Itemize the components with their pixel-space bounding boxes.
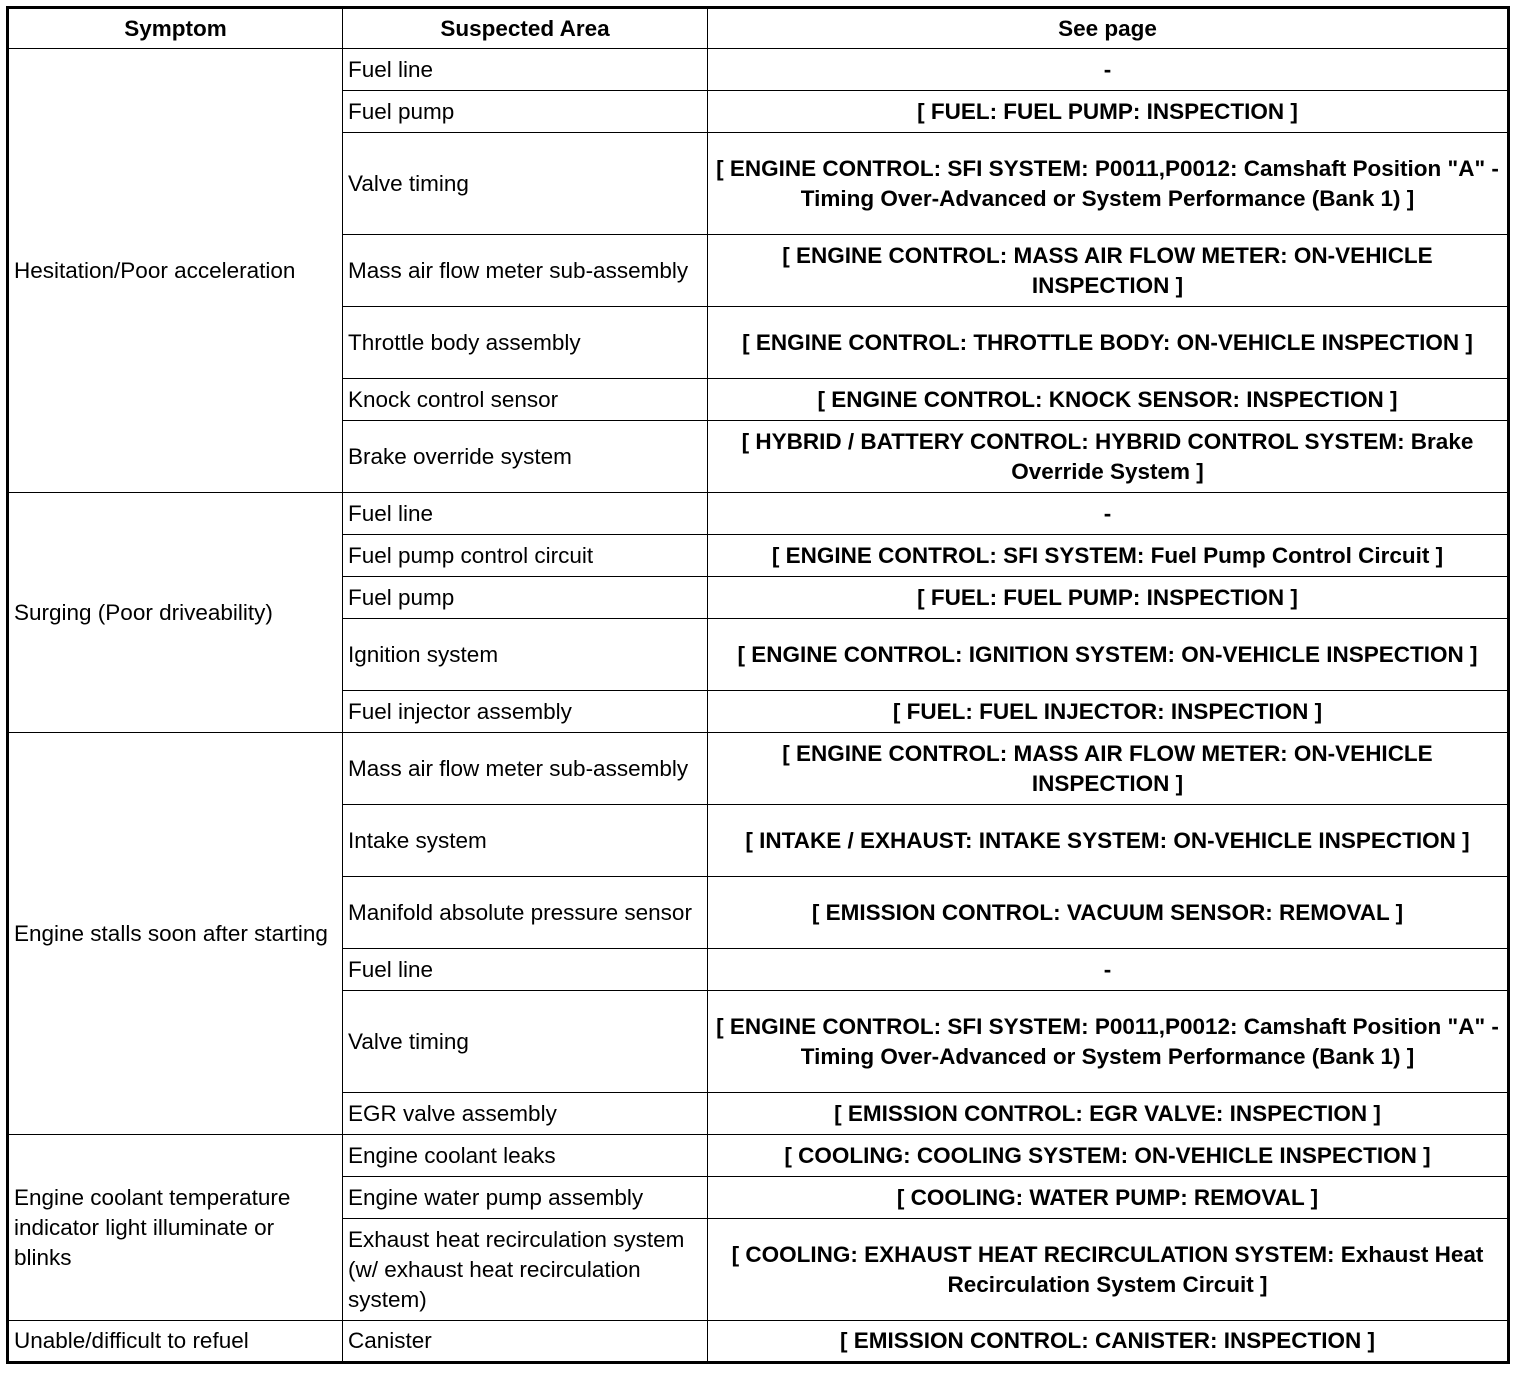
see-page-cell: [ EMISSION CONTROL: VACUUM SENSOR: REMOVAL ] (708, 877, 1509, 949)
see-page-cell: - (708, 949, 1509, 991)
see-page-cell: [ ENGINE CONTROL: THROTTLE BODY: ON-VEHICLE INSPECTION ] (708, 307, 1509, 379)
symptom-cell: Surging (Poor driveability) (8, 493, 343, 733)
symptom-cell: Engine coolant temperature indicator light illuminate or blinks (8, 1135, 343, 1321)
suspected-area-cell: Engine coolant leaks (343, 1135, 708, 1177)
see-page-cell: - (708, 49, 1509, 91)
table-row (8, 49, 1509, 91)
see-page-cell: [ EMISSION CONTROL: CANISTER: INSPECTION ] (708, 1321, 1509, 1363)
suspected-area-cell: Valve timing (343, 133, 708, 235)
suspected-area-cell: Canister (343, 1321, 708, 1363)
see-page-cell: [ INTAKE / EXHAUST: INTAKE SYSTEM: ON-VEHICLE INSPECTION ] (708, 805, 1509, 877)
see-page-cell: [ EMISSION CONTROL: EGR VALVE: INSPECTION ] (708, 1093, 1509, 1135)
suspected-area-cell: Mass air flow meter sub-assembly (343, 235, 708, 307)
table-row (8, 1321, 1509, 1363)
header-see-page: See page (708, 8, 1509, 49)
suspected-area-cell: Valve timing (343, 991, 708, 1093)
see-page-cell: [ HYBRID / BATTERY CONTROL: HYBRID CONTROL SYSTEM: Brake Override System ] (708, 421, 1509, 493)
see-page-cell: [ COOLING: EXHAUST HEAT RECIRCULATION SYSTEM: Exhaust Heat Recirculation System Circuit ] (708, 1219, 1509, 1321)
suspected-area-cell: Ignition system (343, 619, 708, 691)
symptom-cell: Unable/difficult to refuel (8, 1321, 343, 1363)
see-page-cell: [ FUEL: FUEL PUMP: INSPECTION ] (708, 577, 1509, 619)
header-suspected-area: Suspected Area (343, 8, 708, 49)
see-page-cell: [ COOLING: COOLING SYSTEM: ON-VEHICLE INSPECTION ] (708, 1135, 1509, 1177)
table-row (8, 493, 1509, 535)
see-page-cell: [ ENGINE CONTROL: SFI SYSTEM: Fuel Pump Control Circuit ] (708, 535, 1509, 577)
see-page-cell: [ FUEL: FUEL INJECTOR: INSPECTION ] (708, 691, 1509, 733)
see-page-cell: [ ENGINE CONTROL: SFI SYSTEM: P0011,P0012: Camshaft Position "A" - Timing Over-Advanced or System Performance (Bank 1) ] (708, 991, 1509, 1093)
header-symptom: Symptom (8, 8, 343, 49)
table-row (8, 733, 1509, 805)
see-page-cell: [ COOLING: WATER PUMP: REMOVAL ] (708, 1177, 1509, 1219)
suspected-area-cell: Brake override system (343, 421, 708, 493)
suspected-area-cell: Fuel line (343, 949, 708, 991)
suspected-area-cell: Fuel pump (343, 91, 708, 133)
see-page-cell: [ ENGINE CONTROL: IGNITION SYSTEM: ON-VEHICLE INSPECTION ] (708, 619, 1509, 691)
problem-symptoms-table (6, 6, 1510, 1364)
suspected-area-cell: Fuel line (343, 49, 708, 91)
suspected-area-cell: Engine water pump assembly (343, 1177, 708, 1219)
suspected-area-cell: Exhaust heat recirculation system (w/ exhaust heat recirculation system) (343, 1219, 708, 1321)
suspected-area-cell: Knock control sensor (343, 379, 708, 421)
see-page-cell: - (708, 493, 1509, 535)
see-page-cell: [ ENGINE CONTROL: KNOCK SENSOR: INSPECTION ] (708, 379, 1509, 421)
suspected-area-cell: Fuel pump control circuit (343, 535, 708, 577)
symptom-cell: Hesitation/Poor acceleration (8, 49, 343, 493)
table-row (8, 1135, 1509, 1177)
suspected-area-cell: Intake system (343, 805, 708, 877)
see-page-cell: [ ENGINE CONTROL: SFI SYSTEM: P0011,P0012: Camshaft Position "A" - Timing Over-Advanced or System Performance (Bank 1) ] (708, 133, 1509, 235)
see-page-cell: [ ENGINE CONTROL: MASS AIR FLOW METER: ON-VEHICLE INSPECTION ] (708, 733, 1509, 805)
suspected-area-cell: EGR valve assembly (343, 1093, 708, 1135)
suspected-area-cell: Manifold absolute pressure sensor (343, 877, 708, 949)
suspected-area-cell: Fuel injector assembly (343, 691, 708, 733)
see-page-cell: [ FUEL: FUEL PUMP: INSPECTION ] (708, 91, 1509, 133)
suspected-area-cell: Fuel line (343, 493, 708, 535)
suspected-area-cell: Fuel pump (343, 577, 708, 619)
header-row (8, 8, 1509, 49)
suspected-area-cell: Throttle body assembly (343, 307, 708, 379)
see-page-cell: [ ENGINE CONTROL: MASS AIR FLOW METER: ON-VEHICLE INSPECTION ] (708, 235, 1509, 307)
symptom-cell: Engine stalls soon after starting (8, 733, 343, 1135)
suspected-area-cell: Mass air flow meter sub-assembly (343, 733, 708, 805)
